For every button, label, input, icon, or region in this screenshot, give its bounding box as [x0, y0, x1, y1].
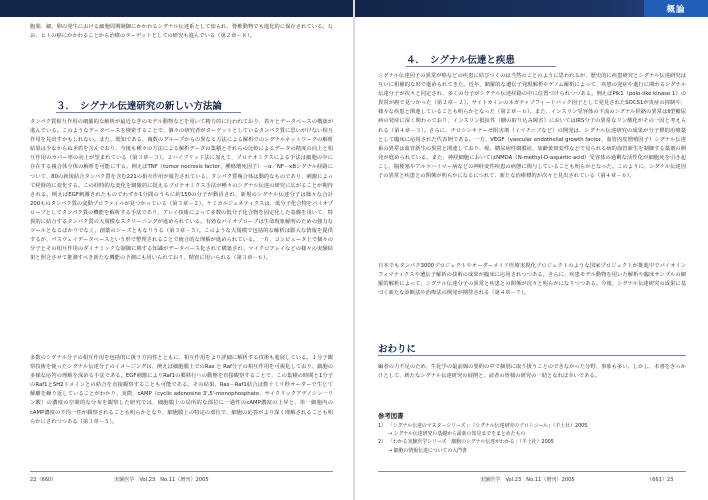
- right-journal-footer: 実験医学 Vol.23 No.11（増刊）2005: [480, 477, 575, 483]
- conclusion-heading-title: おわりに: [378, 344, 417, 355]
- conclusion-heading: [378, 341, 416, 355]
- right-page: [355, 0, 708, 500]
- right-footer-rule: [378, 471, 686, 472]
- reference-item: → シグナル伝達研究の基礎から最新の知見までをまとめたもの: [388, 431, 526, 438]
- right-paragraph-1: シグナル伝達因子の異常が癌などの疾患に結びつくのは当然のことのように思われるが、歴史的に疾患研究とシグナル伝達研究は互いに相補的な形で進められてきた。近年、網羅的な遺伝子発現解析やゲノム解析によって、疾患の発症や進行に関わるシグナル伝達分子が次々と同定され、多くの分子がシグナル伝達経路の中に位置づけられつつある。例えばPlk1（polo-like kinase 1）の異常が癌で見つかった（第２章－２）。サイトカインのネガティブフィードバック因子として発見されたSOCS1が炎症の抑制や、様々な疾患と関連していることも明らかとなった（第２章－６）。また、インスリン受容体の下流のシグナル経路の異常はⅡ型糖尿病の発症に深く関わっており、インスリン抵抗性（糖の取り込み障害）においてはIRS分子の異常なリン酸化がその一因と考えられる（第４章－３）。さらに、チロシンキナーゼ阻害剤（イマチニブなど）の開発は、シグナル伝達研究の成果が分子標的治療薬として臨床に応用された代表例である。一方、VEGF（vascular endothelial growth factor、血管内皮増殖因子）シグナル伝達系の異常は血管新生の異常と関連しており、癌、糖尿病性網膜症、加齢黄斑変性などで見られる病的血管新生を制御する薬剤の開発が進められている。また、神経細胞においてはNMDA（N-methyl-D-aspartic acid）受容体の過剰な活性化が細胞死を引き起こし、脳梗塞やアルツハイマー病などの神経変性疾患の病態に関与していることも明らかとなった。このように、シグナル伝達因子の異常と疾患との関係が明らかになるにつれて、新たな治療標的が次々と見出されている（第４章－６）。: [378, 73, 686, 180]
- left-journal-footer: 実験医学 Vol.23 No.11（増刊）2005: [114, 477, 209, 483]
- section-heading-title: シグナル伝達研究の新しい方法論: [80, 101, 222, 112]
- references-title: 参考図書: [378, 412, 404, 420]
- reference-item: 1） 「シグナル伝達のマスターシリーズ」：『シグナル伝達研究のプロトコール』（羊土社）2005: [378, 423, 588, 429]
- section-tab: 概論: [644, 0, 708, 17]
- left-page-number: 22（660）: [30, 477, 57, 483]
- section-heading-underline: [406, 66, 556, 67]
- left-footer-rule: [30, 471, 333, 472]
- section-heading-number: ３．: [56, 101, 76, 112]
- left-paragraph-2: 多数のシグナル分子の相互作用を包括的に扱う方向性とともに、相互作用をより詳細に解析する技術も進展している。１分子観察技術を使ったシグナル伝達分子のイメージングは、例えば細胞膜上でのRas と Raf分子の相互作用を可視化しており、細胞の多様な応答の理解を深める手法である。EGF刺激によりRaf1の膜移行への動態を直接観察することで、この集積の時間と1分子のRaf1とSH2ドメインとの結合を直接観察することも可能である。その結果、Ras－Raf1結合は数十ミリ秒オーダーで生じて解離を繰り返していることがわかり、実際、cAMP（cyclic adenosine 3',5'-monophosphate、サイクリックアデノシン一リン酸）の濃度の空間的な分布を観察した研究では、細胞膜上の局所的な部位に一過性のcAMP濃度の上昇と、単一細胞内のcAMP濃度の不均一性が観察されることも明らかとなり、細胞膜上の特定の部位で、細胞の応答がより深く理解されることも明らかにされつつある（第３章－５）。: [30, 355, 333, 425]
- references-list: [378, 422, 686, 455]
- section-heading-underline: [56, 112, 241, 113]
- right-page-number: （661）23: [647, 477, 674, 483]
- section-heading-3: [56, 98, 222, 112]
- section-heading-title: シグナル伝達と疾患: [430, 55, 515, 66]
- left-header-bar: [0, 0, 353, 17]
- conclusion-heading-underline: [378, 355, 686, 356]
- right-paragraph-2: 日本でもタンパク3000プロジェクトやオーダーメイド医療実現化プロジェクトのような国家プロジェクトが推進中でバイオインフォマティクスや遺伝子解析の技術の成果が臨床に応用されつつある。さらに、疾患モデル動物を用いた解析や臨床サンプルの網羅的解析によって、シグナル伝達分子の異常と疾患との関係が次々と明らかになりつつある。今後、シグナル伝達研究の成果に基づく新たな診断法や治療法の開発が期待される（第４章－７）。: [378, 263, 686, 297]
- left-intro-paragraph: 胞間、細、卵の発生における細胞周期制御にかかわるシグナル伝達系として知られ、脊椎動物でも進化的に保存されている。なお、ヒトの癌にかかわることから治療のターゲットとしての研究も進んでいる（第２章－８）。: [30, 24, 333, 40]
- reference-item: 2） 「わかる実験医学シリーズ 細胞のシグナル伝達がわかる」（羊土社）2005: [378, 439, 554, 446]
- left-page: [0, 0, 353, 500]
- reference-item: → 細胞の情報伝達についての入門書: [388, 447, 467, 454]
- right-header-bar: [355, 0, 708, 17]
- conclusion-paragraph: 編者の力不足のため、生化学の最前線の要約の中で個別に取り扱うことのできなかった分野、事象も多い。しかし、本書をきっかけとして、新たなシグナル伝達研究の展開と、読者の皆様の研究の一助となれば幸いである。: [378, 364, 686, 380]
- section-heading-number: ４．: [406, 55, 426, 66]
- section-heading-4: [406, 52, 515, 66]
- left-paragraph-1: タンパク質相互作用の網羅的な解析が最近なぎのモデル動物などを用いて精力的に行われており、着々とデータベースの構築が進んでいる。このようなデータベースを検索することで、個々の研究者がターゲットとしているタンパク質に思いがけない相互作用を見出すかもしれない。また、既知である、複数のグループからの異なる方法による解析でのシグナルネットワークの解析結果は少なからぬ矛盾を含んでおり、今後も種々の方法による解析データの集積とそれらの比較によるデータの精度の向上と相互作用のカバー率の向上が望まれている（第３章－３）。２ハイブリッド法に加えて、プロテオミクスによる手法は細胞の中に存在する複合体全体の解析を可能にする。例えばTNF（tumor necrosis factor、腫瘍壊死因子）－α／NF－κBシグナル経路について、80の新規結合タンパク質を含む221の相互作用が報告されている。タンパク質複合体は動的なものであり、刺激によって経時的に変化する。この経時的な変化を網羅的に捉えるプロテオミクス手法が種々のシグナル伝達の研究に広がることが期待される。例えばEGF刺激されたものでわずか1分間のうちに約150の分子が動員され、新規のシグナル伝達分子は様々な合計200ものタンパク質の変動プロファイルが見つかっている（第３章－２）。ケミカルジェネティクスは、低分子化合物をバイオプローブとしてタンパク質の機能を解析する手法であり、アレイ技術によって多数の低分子化合物を固定化した基盤を用いて、特異的に結合するタンパク質の大規模なスクリーニングが進められている。有効なバイオプローブは生命現象解明のための強力なツールとなるばかりでなく、創薬のシーズともなりうる（第３章－５）。このような大規模で包括的な解析は膨大な情報を提供するが、パスウェイデータベースという形で整理されることで統合的な理解が進められている。一方、コンピュータ上で個々の分子とその相互作用のダイナミックな制御に関する知識がデータベース化されて構築され、マイクロアレイなどの様々の実験結果と照合させて推測すべき新たな機能の予測にも用いられており、精密に用いられる（第３章－６）。: [30, 119, 333, 262]
